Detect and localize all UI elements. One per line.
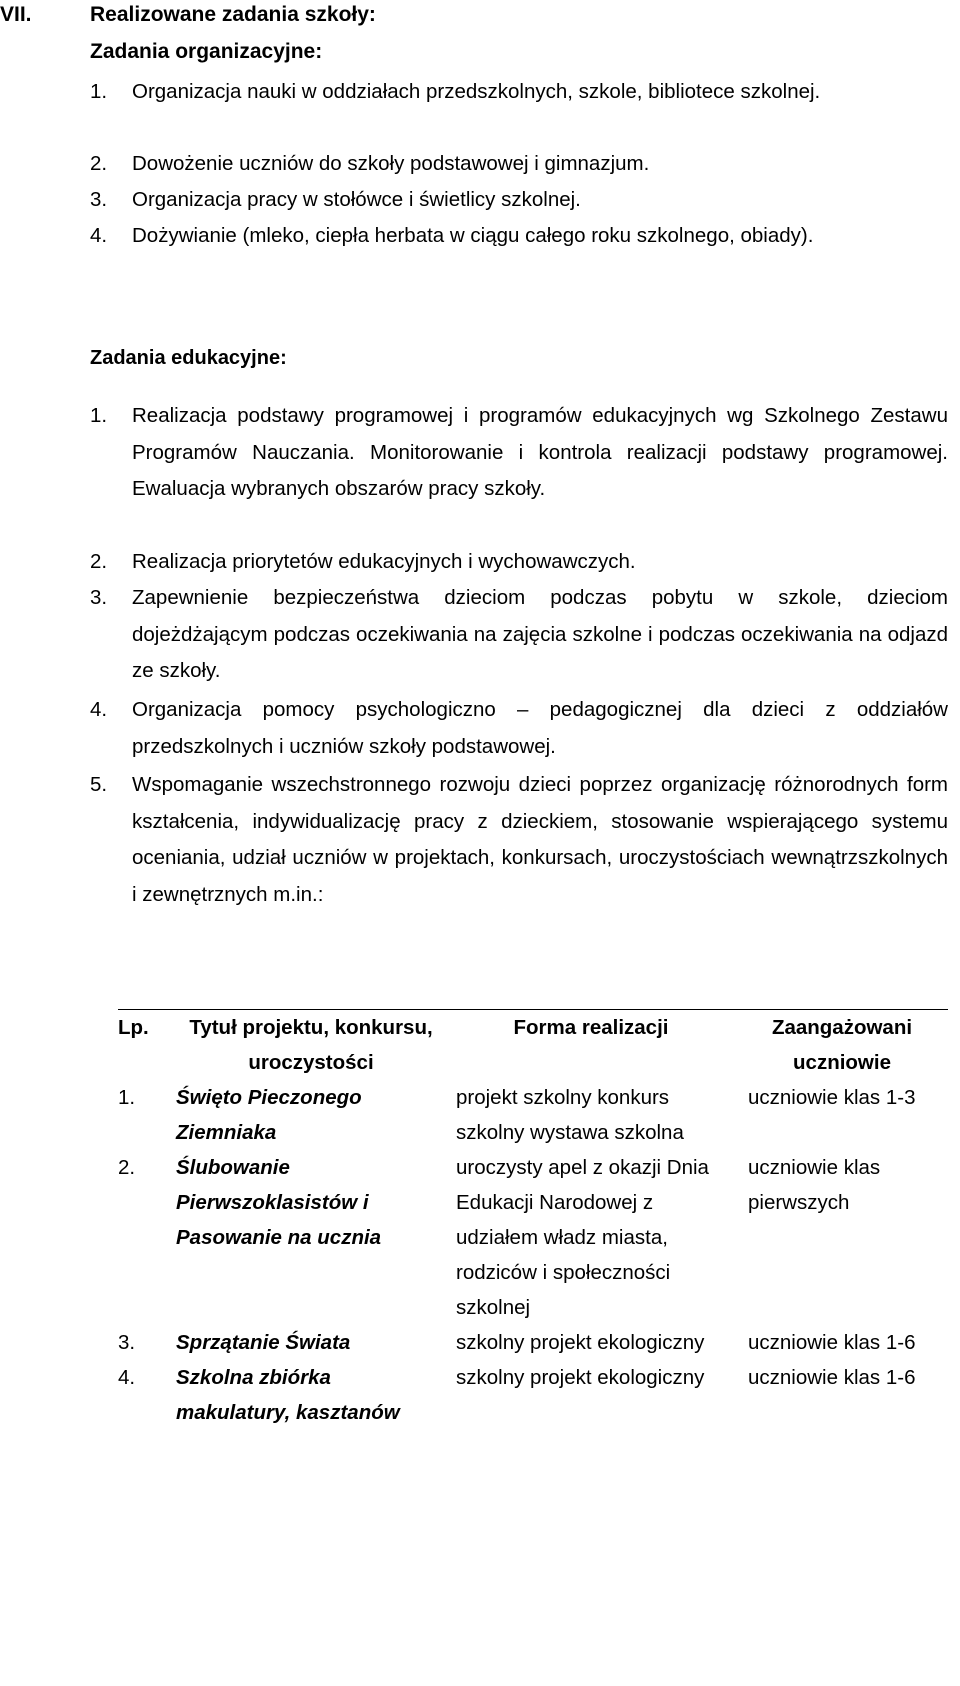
cell-title: Święto Pieczonego Ziemniaka: [176, 1086, 362, 1144]
projects-table: [118, 1009, 948, 1430]
edu-item-1: [90, 398, 948, 508]
cell-lp: 4.: [118, 1366, 136, 1389]
org-item-text: Organizacja pracy w stołówce i świetlicy szkolnej.: [132, 188, 581, 211]
org-item-number: 3.: [90, 188, 108, 211]
edu-item-3: [90, 580, 948, 690]
edu-item-number: 4.: [90, 698, 108, 721]
edu-item-number: 3.: [90, 586, 108, 609]
edu-item-2: [90, 544, 948, 581]
org-item-3: [90, 182, 948, 218]
table-row: [118, 1080, 948, 1150]
edu-item-text: Wspomaganie wszechstronnego rozwoju dzieci poprzez organizację różnorodnych form kształcenia, indywidualizację pracy z dzieckiem, stosowanie wspierającego systemu oceniania, udział uczniów w projektach, konkursach, uroczystościach wewnątrzszkolnych i zewnętrznych m.in.:: [132, 773, 948, 906]
section-title: Realizowane zadania szkoły:: [90, 3, 376, 26]
cell-who: uczniowie klas 1-3: [748, 1086, 916, 1109]
table-header-row: [118, 1010, 948, 1081]
cell-form: szkolny projekt ekologiczny: [456, 1366, 705, 1389]
table-row: [118, 1150, 948, 1325]
table-row: [118, 1360, 948, 1430]
edu-item-5: [90, 767, 948, 913]
cell-title: Sprzątanie Świata: [176, 1331, 351, 1354]
cell-lp: 2.: [118, 1156, 136, 1179]
section-number: VII.: [0, 3, 32, 26]
edu-item-text: Realizacja priorytetów edukacyjnych i wychowawczych.: [132, 550, 636, 573]
table-row: [118, 1325, 948, 1360]
cell-title: Szkolna zbiórka makulatury, kasztanów: [176, 1366, 400, 1424]
header-who: Zaangażowani uczniowie: [736, 1010, 948, 1081]
org-item-number: 4.: [90, 224, 108, 247]
header-lp: Lp.: [118, 1010, 176, 1081]
cell-who: uczniowie klas 1-6: [748, 1331, 916, 1354]
cell-lp: 3.: [118, 1331, 136, 1354]
edu-item-text: Zapewnienie bezpieczeństwa dzieciom podczas pobytu w szkole, dzieciom dojeżdżającym podczas oczekiwania na zajęcia szkolne i podczas oczekiwania na odjazd ze szkoły.: [132, 586, 948, 682]
edu-item-number: 2.: [90, 550, 108, 573]
cell-who: uczniowie klas 1-6: [748, 1366, 916, 1389]
educational-heading: Zadania edukacyjne:: [90, 347, 287, 369]
edu-item-text: Organizacja pomocy psychologiczno – pedagogicznej dla dzieci z oddziałów przedszkolnych i uczniów szkoły podstawowej.: [132, 698, 948, 758]
edu-item-text: Realizacja podstawy programowej i programów edukacyjnych wg Szkolnego Zestawu Programów Nauczania. Monitorowanie i kontrola realizacji podstawy programowej. Ewaluacja wybranych obszarów pracy szkoły.: [132, 404, 948, 500]
org-item-number: 2.: [90, 152, 108, 175]
org-item-number: 1.: [90, 80, 108, 103]
header-form: Forma realizacji: [446, 1010, 736, 1081]
cell-who: uczniowie klas pierwszych: [748, 1156, 881, 1214]
org-item-text: Dożywianie (mleko, ciepła herbata w ciągu całego roku szkolnego, obiady).: [132, 224, 814, 247]
org-item-text: Organizacja nauki w oddziałach przedszkolnych, szkole, bibliotece szkolnej.: [132, 80, 821, 103]
org-item-1: [90, 74, 910, 110]
header-title: Tytuł projektu, konkursu, uroczystości: [176, 1010, 446, 1081]
cell-form: projekt szkolny konkurs szkolny wystawa szkolna: [456, 1086, 684, 1144]
cell-title: Ślubowanie Pierwszoklasistów i Pasowanie na ucznia: [176, 1156, 382, 1249]
edu-item-number: 5.: [90, 773, 108, 796]
org-item-text: Dowożenie uczniów do szkoły podstawowej i gimnazjum.: [132, 152, 650, 175]
organizational-heading: Zadania organizacyjne:: [90, 40, 323, 63]
cell-form: szkolny projekt ekologiczny: [456, 1331, 705, 1354]
org-item-2: [90, 146, 948, 182]
cell-lp: 1.: [118, 1086, 136, 1109]
cell-form: uroczysty apel z okazji Dnia Edukacji Narodowej z udziałem władz miasta, rodziców i społeczności szkolnej: [456, 1156, 709, 1319]
edu-item-4: [90, 692, 948, 765]
org-item-4: [90, 218, 910, 254]
edu-item-number: 1.: [90, 404, 108, 427]
